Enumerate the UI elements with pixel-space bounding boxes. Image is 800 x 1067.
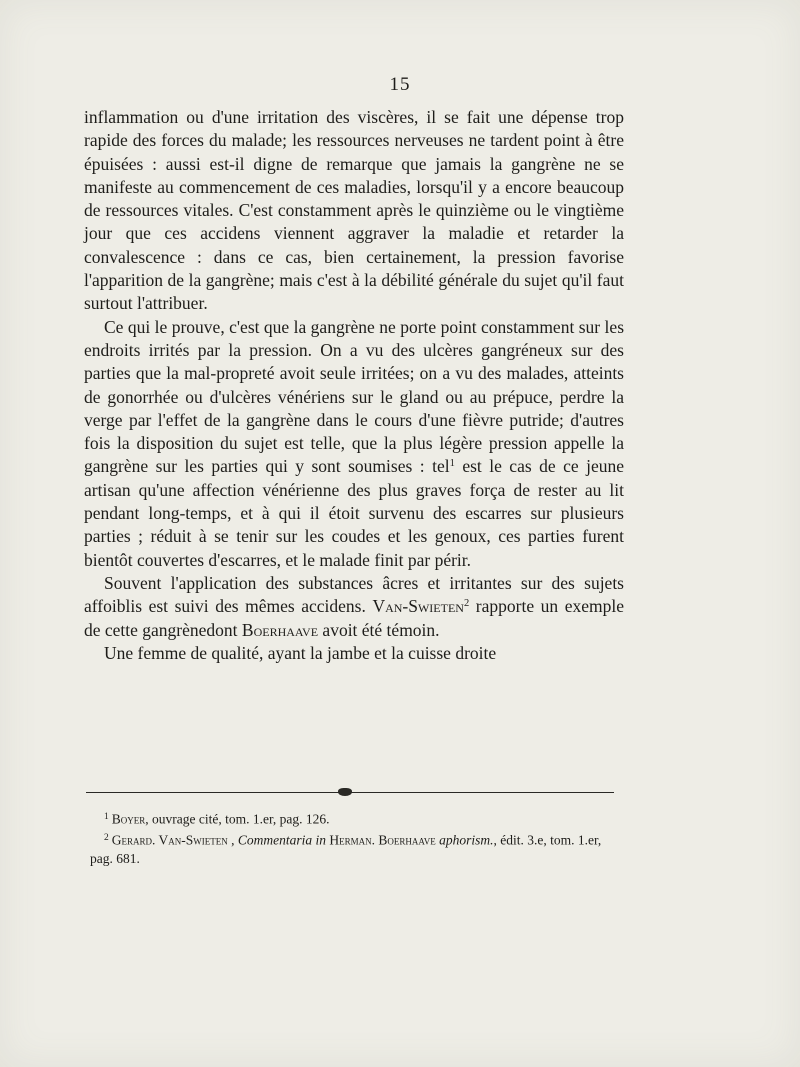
paragraph-2 [84, 316, 624, 572]
body-text [84, 106, 624, 665]
footnotes [90, 808, 620, 868]
author-boerhaave: Boerhaave [241, 619, 319, 640]
paragraph-3-end: avoit été témoin. [322, 619, 440, 640]
paragraph-2-tail: est le cas de ce jeune artisan qu'une affection vénérienne des plus graves força de rester au lit pendant long-temps, et à qui il étoit survenu des escarres sur plusieurs parties ; réduit à se tenir sur les coudes et les genoux, ces parties furent bientôt couvertes d'escarres, et le malade finit par périr. [84, 456, 624, 570]
author-van-swieten: Van-Swieten [372, 596, 464, 617]
footnote-2-title2: aphorism. [439, 832, 494, 848]
separator-ornament-icon [338, 788, 352, 796]
footnote-1-number: 1 [104, 812, 109, 822]
paragraph-1: inflammation ou d'une irritation des viscères, il se fait une dépense trop rapide des forces du malade; les ressources nerveuses ne tardent point à être épuisées : aussi est-il digne de remarque que jamais la gangrène ne se manifeste au commencement de ces maladies, lorsqu'il y a encore beaucoup de ressources vitales. C'est constamment après le quinzième ou le vingtième jour que ces accidens viennent aggraver la maladie et retarder la convalescence : dans ce cas, bien certainement, la pression favorise l'apparition de la gangrène; mais c'est à la débilité générale du sujet qu'il faut surtout l'attribuer. [84, 107, 624, 314]
paragraph-2-text: Ce qui le prouve, c'est que la gangrène ne porte point constamment sur les endroits irrités par la pression. On a vu des ulcères gangréneux sur des parties que la mal-propreté avoit seule irritées; on a vu des malades, atteints de gonorrhée ou d'ulcères vénériens sur le gland ou au prépuce, perdre la verge par l'effet de la gangrène dans le cours d'une fièvre putride; d'autres fois la disposition du sujet est telle, que la plus légère pression appelle la gangrène sur les parties qui y sont soumises : [84, 316, 624, 477]
paragraph-2-tel: tel [432, 456, 450, 477]
footnote-2 [90, 829, 620, 869]
footnote-2-number: 2 [104, 832, 109, 843]
paragraph-4: Une femme de qualité, ayant la jambe et la cuisse droite [104, 642, 497, 663]
footnote-1-author: Boyer [111, 811, 146, 827]
footnote-2-author: Gerard. Van-Swieten [111, 832, 228, 848]
paragraph-3 [84, 572, 624, 642]
footnote-separator [86, 792, 614, 793]
footnote-1-text: , ouvrage cité, tom. 1.er, pag. 126. [145, 811, 330, 827]
footnote-2-title: Commentaria in [237, 832, 326, 848]
footnote-1 [90, 808, 620, 829]
footnote-2-sep: , [227, 832, 238, 848]
page-number: 15 [389, 74, 411, 95]
paragraph-3-mid: rapporte un exemple de cette gangrènedont [84, 596, 625, 640]
paragraph-3-text: Souvent l'application des substances âcres et irritantes sur des sujets affoiblis est suivi des mêmes accidens. [84, 572, 624, 617]
footnote-ref-1[interactable]: 1 [449, 458, 455, 470]
footnote-ref-2[interactable]: 2 [463, 598, 470, 610]
footnote-2-text: , édit. 3.e, tom. 1.er, pag. 681. [90, 832, 602, 867]
footnote-2-author2: Herman. Boerhaave [329, 832, 436, 848]
